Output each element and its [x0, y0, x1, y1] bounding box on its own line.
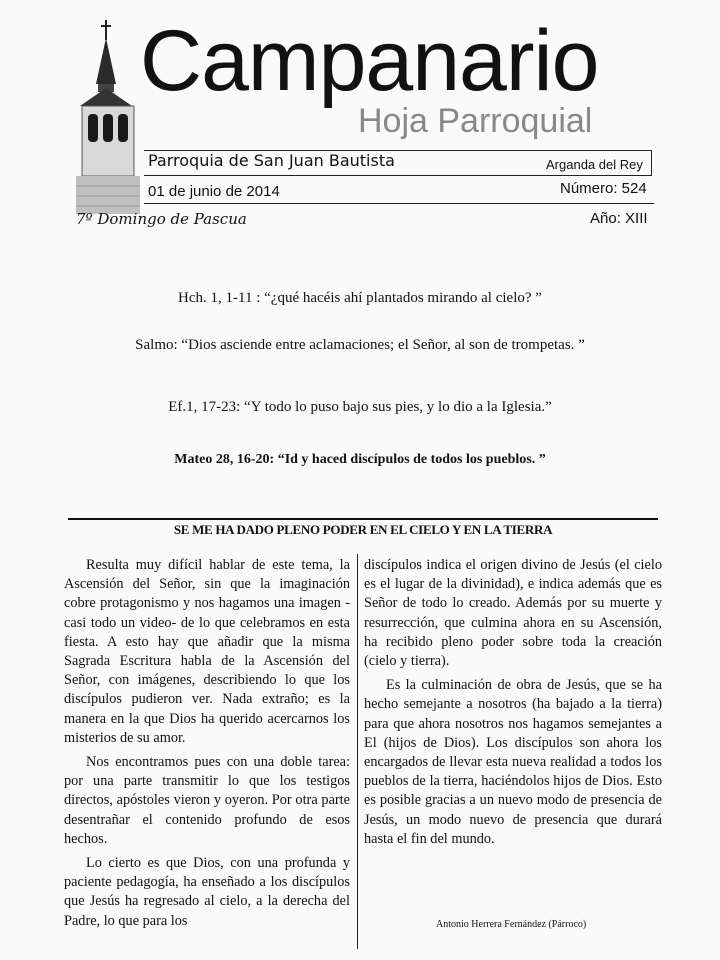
parish-name: Parroquia de San Juan Bautista [148, 151, 395, 170]
liturgical-sunday: 7º Domingo de Pascua [76, 210, 247, 228]
article-column-2 [364, 556, 662, 854]
column-separator [357, 554, 358, 949]
reading-ephesians: Ef.1, 17-23: “Y todo lo puso bajo sus pies, y lo dio a la Iglesia.” [168, 399, 552, 415]
article-divider [68, 518, 658, 520]
issue-date: 01 de junio de 2014 [148, 183, 280, 200]
town-name: Arganda del Rey [546, 157, 643, 172]
article-headline: SE ME HA DADO PLENO PODER EN EL CIELO Y EN LA TIERRA [173, 522, 553, 537]
paragraph: Es la culminación de obra de Jesús, que se ha hecho semejante a nosotros (ha bajado a la tierra) para que ahora nosotros nos hagamos semejantes a El (hijos de Dios). Los discípulos son ahora los encargados de llevar esta nueva realidad a todos los pueblos de la tierra, haciéndolos hijos de Dios. Esto es posible gracias a un nuevo modo de presencia de Jesús, un modo nuevo de presencia que durará hasta el fin del mundo. [364, 677, 662, 847]
paragraph: Lo cierto es que Dios, con una profunda y paciente pedagogía, ha enseñado a los discípulos que Jesús ha regresado al cielo, a la derecha del Padre, lo que para los [64, 855, 350, 929]
paragraph: Resulta muy difícil hablar de este tema, la Ascensión del Señor, sin que la imaginación cobre protagonismo y nos hagamos una imagen -casi todo un video- de lo que celebramos en esta fiesta. A esto hay que añadir que la misma Sagrada Escritura habla de la Ascensión del Señor, con imágenes, describiendo lo que los discípulos pudieron ver. Nada extraño; es la manera en la que Dios ha querido acercarnos los misterios de su amor. [64, 557, 350, 746]
article-author: Antonio Herrera Fernández (Párroco) [436, 919, 587, 930]
reading-acts: Hch. 1, 1-11 : “¿qué hacéis ahí plantados mirando al cielo? ” [178, 290, 542, 306]
newsletter-title: Campanario [140, 13, 599, 109]
issue-year: Año: XIII [590, 210, 648, 227]
issue-number: Número: 524 [560, 180, 647, 197]
newsletter-subtitle: Hoja Parroquial [358, 102, 593, 140]
paragraph: discípulos indica el origen divino de Jesús (el cielo es el lugar de la divinidad), e indica además que es Señor de todo lo creado. Además por su muerte y resurrección, que culmina ahora en su Ascensión, ha recibido pleno poder sobre toda la creación (cielo y tierra). [364, 557, 662, 670]
article-column-1 [64, 556, 350, 936]
header-divider [144, 203, 654, 204]
paragraph: Nos encontramos pues con una doble tarea: por una parte transmitir lo que los testigos directos, apóstoles vieron y oyeron. Por otra parte desentrañar el contenido profundo de esos hechos. [64, 754, 350, 847]
reading-gospel: Mateo 28, 16-20: “Id y haced discípulos de todos los pueblos. ” [174, 452, 546, 467]
reading-psalm: Salmo: “Dios asciende entre aclamaciones; el Señor, al son de trompetas. ” [135, 337, 585, 353]
church-bell-tower-icon [70, 18, 150, 218]
